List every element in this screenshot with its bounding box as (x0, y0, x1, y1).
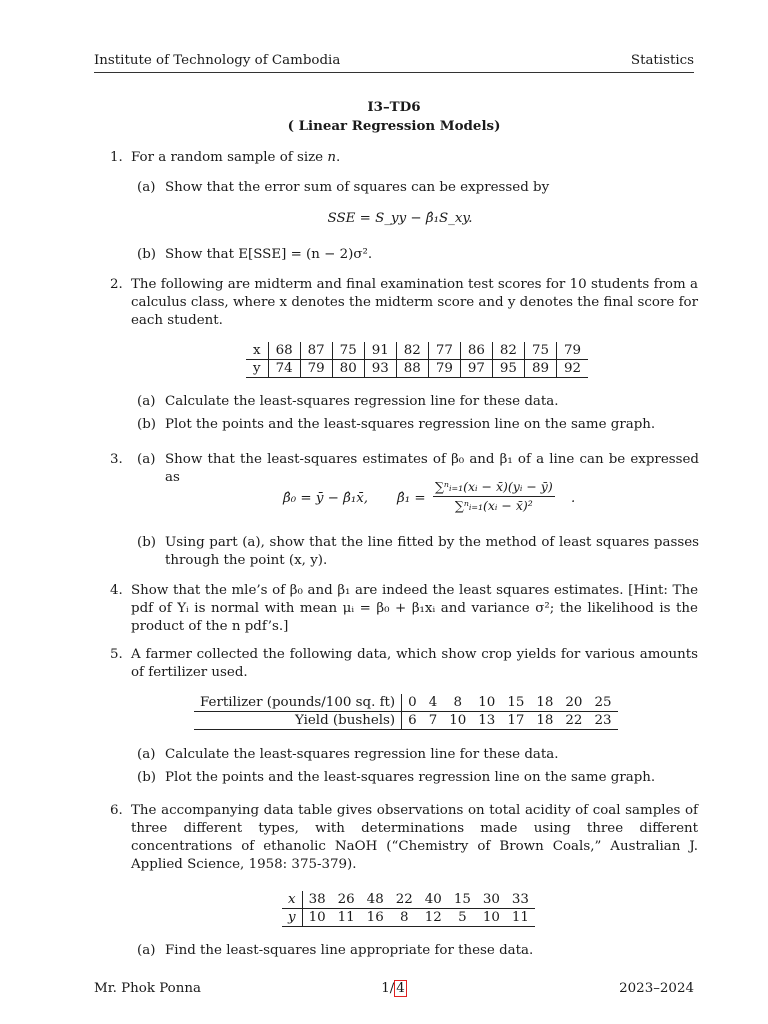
table-cell: 4 (423, 694, 444, 712)
table-cell: 48 (361, 891, 390, 909)
row-label: x (246, 342, 268, 360)
doc-title: I3–TD6 (367, 99, 421, 115)
table-cell: 8 (390, 909, 419, 927)
table-row-x (282, 891, 535, 909)
part-text: Plot the points and the least-squares regression line on the same graph. (165, 770, 656, 785)
page-separator: / (389, 981, 395, 996)
table-cell: 5 (448, 909, 477, 927)
part-label: (a) (137, 180, 156, 195)
q5-text: A farmer collected the following data, which show crop yields for various amounts of fertilizer used. (131, 647, 698, 680)
table-cell: 80 (332, 360, 364, 378)
table-cell: 15 (448, 891, 477, 909)
q2-score-table (246, 342, 588, 378)
question-number: 5. (110, 647, 123, 662)
table-cell: 10 (443, 712, 472, 730)
table-cell: 79 (428, 360, 460, 378)
question-number: 4. (110, 583, 123, 598)
eq-numerator: ∑ⁿᵢ₌₁(xᵢ − x̄)(yᵢ − ȳ) (433, 478, 555, 497)
part-label: (a) (137, 452, 156, 467)
table-cell: 91 (364, 342, 396, 360)
eq-fraction (433, 478, 555, 515)
q6-text: The accompanying data table gives observations on total acidity of coal samples of three different types, with determinations made using three different concentrations of ethanolic NaOH (“Chemistry of Brown Coals,” Australian J. Applied Science, 1958: 375-379). (131, 803, 698, 872)
table-cell: 18 (530, 694, 559, 712)
table-cell: 0 (402, 694, 423, 712)
table-cell: 10 (477, 909, 506, 927)
table-cell: 38 (302, 891, 332, 909)
q1-text: For a random sample of size (131, 150, 328, 165)
table-cell: 93 (364, 360, 396, 378)
q6-acidity-table (282, 891, 535, 927)
table-cell: 7 (423, 712, 444, 730)
part-label: (b) (137, 247, 157, 262)
table-cell: 26 (332, 891, 361, 909)
table-cell: 15 (501, 694, 530, 712)
table-cell: 10 (472, 694, 501, 712)
q3-equation (283, 478, 593, 522)
part-text: Show that the error sum of squares can be expressed by (165, 180, 550, 195)
table-cell: 97 (460, 360, 492, 378)
table-cell: 77 (428, 342, 460, 360)
part-text: Plot the points and the least-squares regression line on the same graph. (165, 417, 656, 432)
eq-period: . (571, 491, 576, 506)
table-cell: 79 (557, 342, 589, 360)
table-row-yield (194, 712, 618, 730)
table-cell: 23 (588, 712, 617, 730)
part-label: (b) (137, 770, 157, 785)
part-text: Show that the least-squares estimates of β₀ and β₁ of a line can be expressed as (165, 452, 699, 485)
doc-subtitle: ( Linear Regression Models) (287, 118, 501, 134)
row-label: y (282, 909, 302, 927)
table-cell: 33 (506, 891, 535, 909)
table-cell: 82 (396, 342, 428, 360)
part-text: Show that E[SSE] = (n − 2)σ². (165, 247, 373, 262)
table-cell: 87 (300, 342, 332, 360)
table-cell: 6 (402, 712, 423, 730)
part-label: (b) (137, 417, 157, 432)
table-cell: 95 (492, 360, 524, 378)
row-label: x (282, 891, 302, 909)
header-subject: Statistics (630, 53, 694, 68)
table-cell: 11 (506, 909, 535, 927)
table-cell: 22 (559, 712, 588, 730)
part-label: (b) (137, 535, 157, 550)
table-cell: 16 (361, 909, 390, 927)
table-cell: 11 (332, 909, 361, 927)
table-cell: 10 (302, 909, 332, 927)
part-text: Find the least-squares line appropriate for these data. (165, 943, 534, 958)
table-cell: 25 (588, 694, 617, 712)
table-cell: 8 (443, 694, 472, 712)
table-row-x (246, 342, 588, 360)
table-cell: 13 (472, 712, 501, 730)
eq-beta1-lhs: β̂₁ = (397, 491, 426, 506)
table-cell: 86 (460, 342, 492, 360)
table-cell: 18 (530, 712, 559, 730)
footer-author: Mr. Phok Ponna (94, 981, 201, 996)
table-cell: 74 (268, 360, 300, 378)
q1-equation: SSE = S_yy − β̂₁S_xy. (327, 211, 473, 226)
question-number: 6. (110, 803, 123, 818)
table-row-fertilizer (194, 694, 618, 712)
q2-text: The following are midterm and final examination test scores for 10 students from a calculus class, where x denotes the midterm score and y denotes the final score for each student. (131, 277, 698, 328)
table-cell: 20 (559, 694, 588, 712)
row-label: y (253, 361, 261, 376)
total-pages-link[interactable]: 4 (396, 981, 405, 996)
part-label: (a) (137, 394, 156, 409)
table-cell: 30 (477, 891, 506, 909)
question-number: 1. (110, 150, 123, 165)
table-cell: 88 (396, 360, 428, 378)
table-cell: 79 (300, 360, 332, 378)
q4-text: Show that the mle’s of β₀ and β₁ are indeed the least squares estimates. [Hint: The pdf of Yᵢ is normal with mean μᵢ = β₀ + β₁xᵢ and variance σ²; the likelihood is the product of the n pdf’s.] (131, 583, 698, 634)
row-label: Fertilizer (pounds/100 sq. ft) (194, 694, 402, 712)
table-cell: 17 (501, 712, 530, 730)
current-page: 1 (381, 981, 390, 996)
table-cell: 22 (390, 891, 419, 909)
q5-fertilizer-table (194, 694, 618, 730)
row-label: Yield (bushels) (194, 712, 402, 730)
eq-denominator: ∑ⁿᵢ₌₁(xᵢ − x̄)² (454, 498, 533, 513)
question-number: 2. (110, 277, 123, 292)
table-cell: 92 (557, 360, 589, 378)
table-row-y (282, 909, 535, 927)
table-cell: 12 (419, 909, 448, 927)
eq-beta0: β̂₀ = ȳ − β̂₁x̄, (283, 491, 369, 506)
footer-year: 2023–2024 (619, 981, 694, 996)
table-cell: 82 (492, 342, 524, 360)
q1-var: n (327, 150, 336, 165)
header-institute: Institute of Technology of Cambodia (94, 53, 341, 68)
part-label: (a) (137, 943, 156, 958)
footer-page-indicator (340, 980, 448, 998)
part-label: (a) (137, 747, 156, 762)
header-rule (94, 72, 694, 73)
part-text: Using part (a), show that the line fitted by the method of least squares passes through the point (x, y). (165, 535, 699, 568)
table-cell: 89 (524, 360, 556, 378)
q1-text-end: . (336, 150, 341, 165)
table-cell: 75 (524, 342, 556, 360)
table-cell: 75 (332, 342, 364, 360)
question-number: 3. (110, 452, 123, 467)
table-cell: 68 (268, 342, 300, 360)
table-row-y (246, 360, 588, 378)
part-text: Calculate the least-squares regression line for these data. (165, 394, 559, 409)
table-cell: 40 (419, 891, 448, 909)
part-text: Calculate the least-squares regression line for these data. (165, 747, 559, 762)
